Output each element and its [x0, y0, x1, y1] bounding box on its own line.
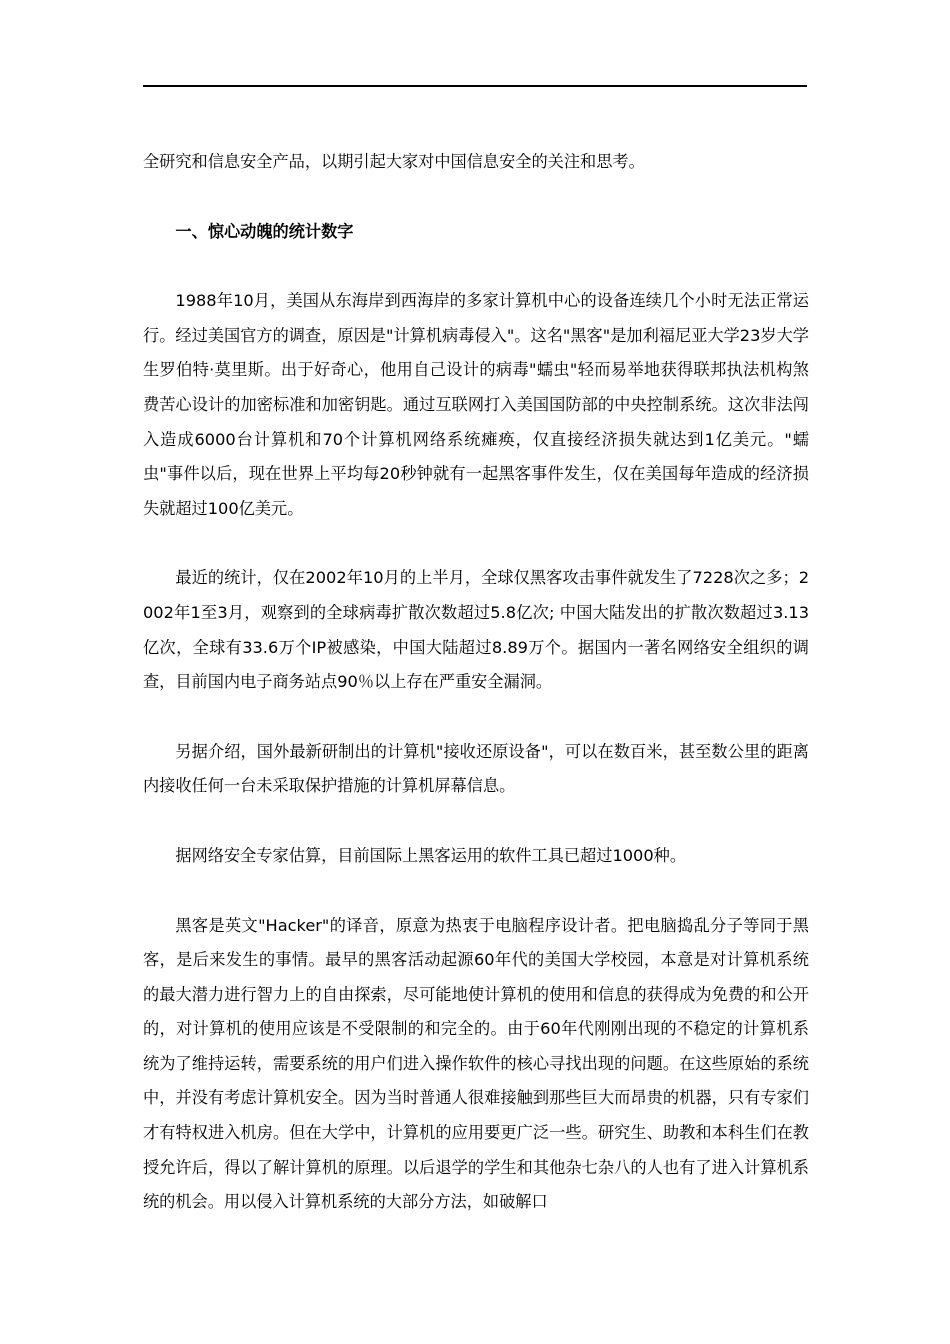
- spacer: [143, 526, 809, 561]
- section-heading: 一、惊心动魄的统计数字: [175, 221, 354, 241]
- spacer: [143, 874, 809, 909]
- paragraph-receiver-device: 另据介绍，国外最新研制出的计算机"接收还原设备"，可以在数百米，甚至数公里的距离内接收任何一台未采取保护措施的计算机屏幕信息。: [143, 741, 809, 796]
- spacer: [143, 180, 809, 215]
- intro-line: 全研究和信息安全产品，以期引起大家对中国信息安全的关注和思考。: [143, 152, 645, 171]
- document-body: [143, 145, 809, 1220]
- header-rule: [143, 85, 807, 87]
- paragraph-hacker-origin: 黑客是英文"Hacker"的译音，原意为热衷于电脑程序设计者。把电脑捣乱分子等同于黑客，是后来发生的事情。最早的黑客活动起源60年代的美国大学校园，本意是对计算机系统的最大潜力进行智力上的自由探索，尽可能地使计算机的使用和信息的获得成为免费的和公开的，对计算机的使用应该是不受限制的和完全的。由于60年代刚刚出现的不稳定的计算机系统为了维持运转，需要系统的用户们进入操作软件的核心寻找出现的问题。在这些原始的系统中，并没有考虑计算机安全。因为当时普通人很难接触到那些巨大而昂贵的机器，只有专家们才有特权进入机房。但在大学中，计算机的应用要更广泛一些。研究生、助教和本科生们在教授允许后，得以了解计算机的原理。以后退学的学生和其他杂七杂八的人也有了进入计算机系统的机会。用以侵入计算机系统的大部分方法，如破解口: [143, 915, 809, 1212]
- paragraph-morris-worm: 1988年10月，美国从东海岸到西海岸的多家计算机中心的设备连续几个小时无法正常运行。经过美国官方的调查，原因是"计算机病毒侵入"。这名"黑客"是加利福尼亚大学23岁大学生罗伯特·莫里斯。出于好奇心，他用自己设计的病毒"蠕虫"轻而易举地获得联邦执法机构煞费苦心设计的加密标准和加密钥匙。通过互联网打入美国国防部的中央控制系统。这次非法闯入造成6000台计算机和70个计算机网络系统瘫痪，仅直接经济损失就达到1亿美元。"蠕虫"事件以后，现在世界上平均每20秒钟就有一起黑客事件发生，仅在美国每年造成的经济损失就超过100亿美元。: [143, 291, 809, 518]
- spacer: [143, 249, 809, 284]
- spacer: [143, 804, 809, 839]
- paragraph-hacker-tools: 据网络安全专家估算，目前国际上黑客运用的软件工具已超过1000种。: [175, 845, 687, 865]
- spacer: [143, 700, 809, 735]
- paragraph-statistics: 最近的统计，仅在2002年10月的上半月，全球仅黑客攻击事件就发生了7228次之多；2002年1至3月，观察到的全球病毒扩散次数超过5.8亿次; 中国大陆发出的扩散次数超过3.13亿次，全球有33.6万个IP被感染，中国大陆超过8.89万个。据国内一著名网络安全组织的调查，目前国内电子商务站点90％以上存在严重安全漏洞。: [143, 568, 809, 692]
